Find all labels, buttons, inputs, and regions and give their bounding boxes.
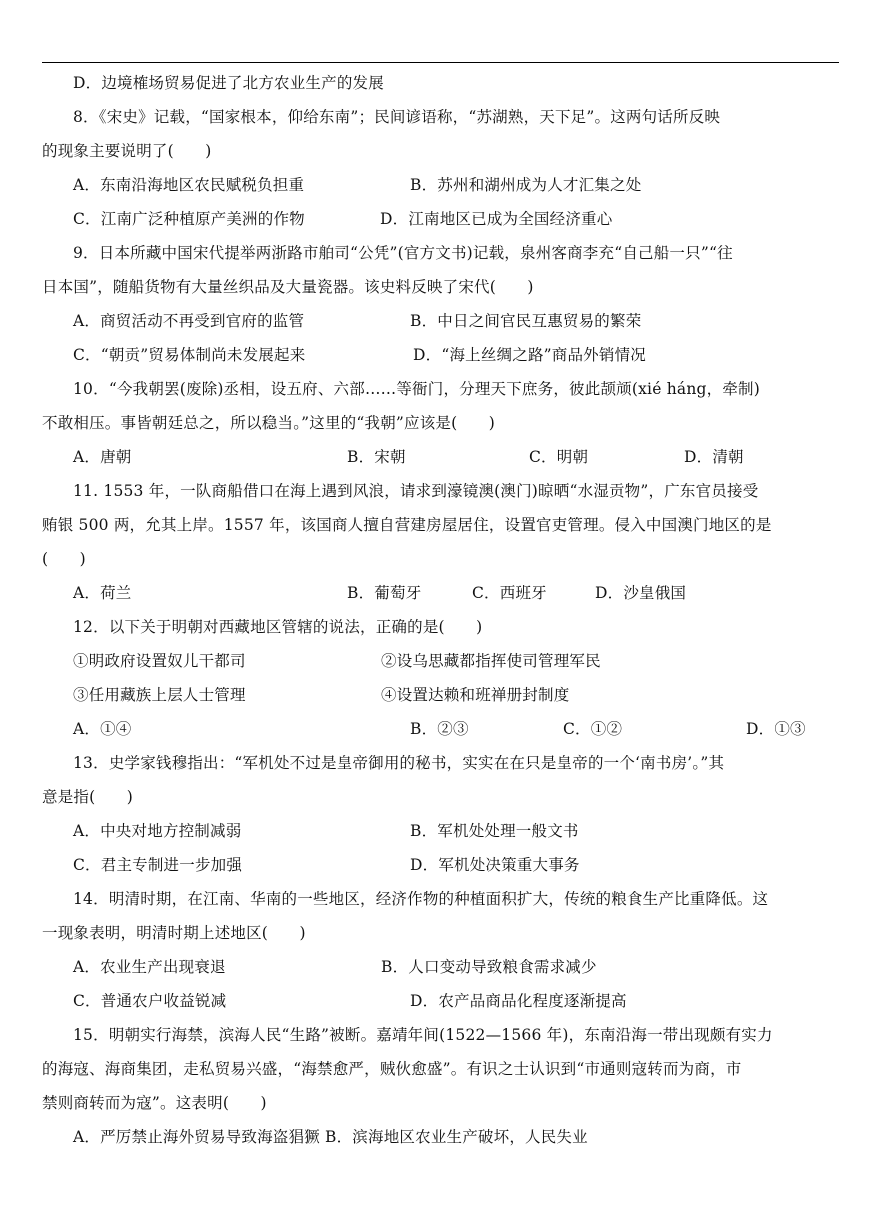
q12-item-2: ②设乌思藏都指挥使司管理军民	[381, 652, 601, 670]
question-list	[42, 66, 842, 1154]
q12-item-3: ③任用藏族上层人士管理	[73, 686, 246, 704]
q11-option-c: C．西班牙	[472, 584, 547, 602]
q13-options-row2	[42, 848, 842, 882]
q14-option-a: A．农业生产出现衰退	[73, 958, 226, 976]
q10-options-row	[42, 440, 842, 474]
q11-stem-line1: 11. 1553 年，一队商船借口在海上遇到风浪，请求到濠镜澳(澳门)晾晒“水湿贡物”，广东官员接受	[73, 482, 759, 500]
q12-items-row2	[42, 678, 842, 712]
q9-option-a: A．商贸活动不再受到官府的监管	[73, 312, 305, 330]
q9-stem-line1: 9．日本所藏中国宋代提举两浙路市舶司“公凭”(官方文书)记载，泉州客商李充“自己船一只”“往	[73, 244, 733, 262]
q12-item-1: ①明政府设置奴儿干都司	[73, 652, 246, 670]
q14-option-c: C．普通农户收益锐减	[73, 992, 227, 1010]
q9-stem-line2: 日本国”，随船货物有大量丝织品及大量瓷器。该史料反映了宋代( )	[42, 278, 534, 296]
q7-option-d: D．边境榷场贸易促进了北方农业生产的发展	[73, 74, 384, 92]
q8-option-c: C．江南广泛种植原产美洲的作物	[73, 210, 305, 228]
q8-stem-line1: 8．《宋史》记载，“国家根本，仰给东南”；民间谚语称，“苏湖熟，天下足”。这两句话所反映	[73, 108, 721, 126]
q15-stem-line1: 15．明朝实行海禁，滨海人民“生路”被断。嘉靖年间(1522—1566 年)，东南沿海一带出现颇有实力	[73, 1026, 773, 1044]
q13-options-row1	[42, 814, 842, 848]
q12-option-a: A．①④	[73, 720, 132, 738]
q8-option-b: B．苏州和湖州成为人才汇集之处	[410, 176, 642, 194]
q14-option-b: B．人口变动导致粮食需求减少	[381, 958, 597, 976]
q13-option-c: C．君主专制进一步加强	[73, 856, 243, 874]
q13-option-a: A．中央对地方控制减弱	[73, 822, 242, 840]
q14-stem-line1: 14．明清时期，在江南、华南的一些地区，经济作物的种植面积扩大，传统的粮食生产比重降低。这	[73, 890, 769, 908]
q12-option-d: D．①③	[746, 720, 806, 738]
q9-option-b: B．中日之间官民互惠贸易的繁荣	[410, 312, 642, 330]
q9-option-c: C．“朝贡”贸易体制尚未发展起来	[73, 346, 306, 364]
q14-option-d: D．农产品商品化程度逐渐提高	[410, 992, 627, 1010]
q12-options-row	[42, 712, 842, 746]
q12-option-b: B．②③	[410, 720, 469, 738]
q10-stem-line1: 10．“今我朝罢(废除)丞相，设五府、六部……等衙门，分理天下庶务，彼此颉颃(xié háng，牵制)	[73, 380, 760, 398]
q14-options-row2	[42, 984, 842, 1018]
q14-stem-line2: 一现象表明，明清时期上述地区( )	[42, 924, 306, 942]
q8-option-a: A．东南沿海地区农民赋税负担重	[73, 176, 305, 194]
q10-option-c: C．明朝	[529, 448, 589, 466]
q10-option-b: B．宋朝	[347, 448, 406, 466]
q15-stem-line2: 的海寇、海商集团，走私贸易兴盛，“海禁愈严，贼伙愈盛”。有识之士认识到“市通则寇转而为商，市	[42, 1060, 742, 1078]
q8-options-row1	[42, 168, 842, 202]
q11-option-a: A．荷兰	[73, 584, 132, 602]
q13-option-b: B．军机处处理一般文书	[410, 822, 579, 840]
q11-stem-line3: ( )	[42, 550, 86, 568]
q13-stem-line1: 13．史学家钱穆指出：“军机处不过是皇帝御用的秘书，实实在在只是皇帝的一个‘南书房’。”其	[73, 754, 725, 772]
q12-item-4: ④设置达赖和班禅册封制度	[381, 686, 570, 704]
exam-page	[42, 0, 842, 1230]
q15-stem-line3: 禁则商转而为寇”。这表明( )	[42, 1094, 267, 1112]
q11-options-row	[42, 576, 842, 610]
q12-items-row1	[42, 644, 842, 678]
q8-options-row2	[42, 202, 842, 236]
header-rule	[42, 62, 839, 63]
q10-option-a: A．唐朝	[73, 448, 132, 466]
q13-stem-line2: 意是指( )	[42, 788, 133, 806]
q11-stem-line2: 贿银 500 两，允其上岸。1557 年，该国商人擅自营建房屋居住，设置官吏管理。侵入中国澳门地区的是	[42, 516, 772, 534]
q10-option-d: D．清朝	[684, 448, 744, 466]
q8-stem-line2: 的现象主要说明了( )	[42, 142, 212, 160]
q11-option-d: D．沙皇俄国	[595, 584, 687, 602]
q15-options-ab: A．严厉禁止海外贸易导致海盗猖獗 B．滨海地区农业生产破坏，人民失业	[73, 1128, 588, 1146]
q8-option-d: D．江南地区已成为全国经济重心	[380, 210, 613, 228]
q9-options-row1	[42, 304, 842, 338]
q12-stem-line1: 12．以下关于明朝对西藏地区管辖的说法，正确的是( )	[73, 618, 483, 636]
q9-options-row2	[42, 338, 842, 372]
q10-stem-line2: 不敢相压。事皆朝廷总之，所以稳当。”这里的“我朝”应该是( )	[42, 414, 496, 432]
q13-option-d: D．军机处决策重大事务	[410, 856, 580, 874]
q11-option-b: B．葡萄牙	[347, 584, 422, 602]
q12-option-c: C．①②	[563, 720, 623, 738]
q14-options-row1	[42, 950, 842, 984]
q9-option-d: D．“海上丝绸之路”商品外销情况	[413, 346, 646, 364]
